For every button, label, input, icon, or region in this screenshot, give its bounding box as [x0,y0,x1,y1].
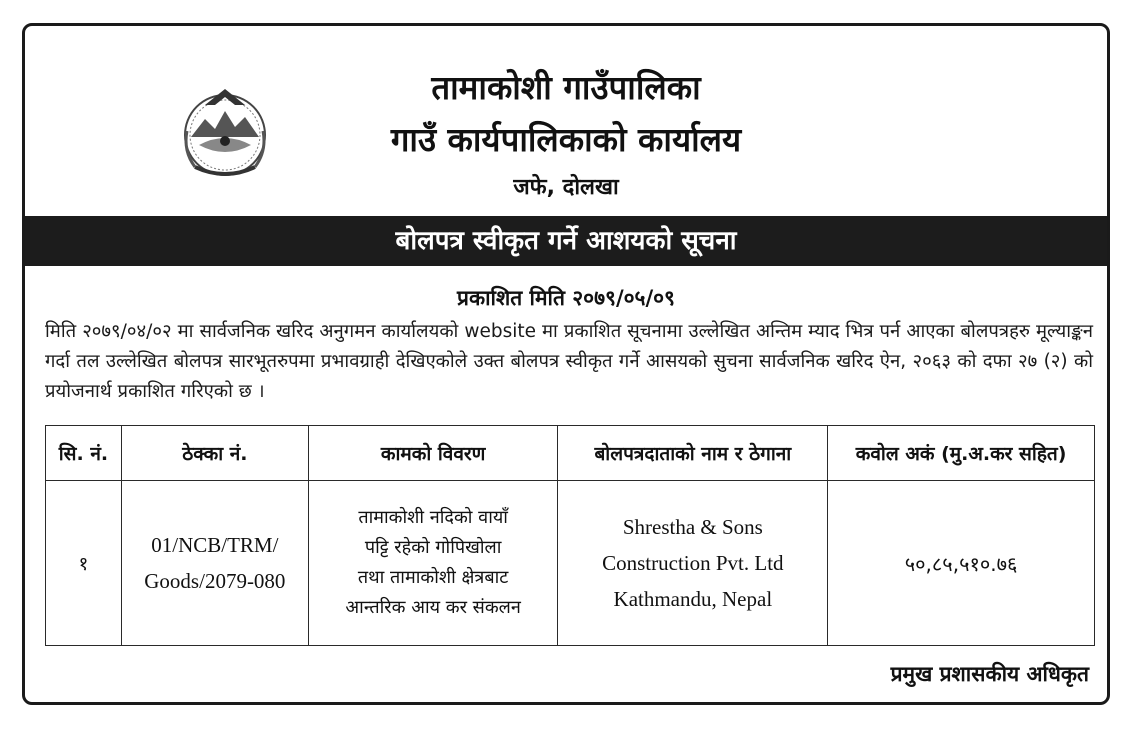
office-location: जफे, दोलखा [513,175,619,200]
notice-title-banner: बोलपत्र स्वीकृत गर्ने आशयको सूचना [25,216,1107,266]
col-header-description: कामको विवरण [308,426,558,481]
bid-table [45,425,1095,646]
cell-contract [121,481,308,646]
notice-body: मिति २०७९/०४/०२ मा सार्वजनिक खरिद अनुगमन कार्यालयको website मा प्रकाशित सूचनामा उल्लेखित अन्तिम म्याद भित्र पर्न आएका बोलपत्रहरु मूल्याङ्कन गर्दा तल उल्लेखित बोलपत्र सारभूतरुपमा प्रभावग्राही देखिएकोले उक्त बोलपत्र स्वीकृत गर्ने आसयको सुचना सार्वजनिक खरिद ऐन, २०६३ को दफा २७ (२) को प्रयोजनार्थ प्रकाशित गरिएको छ । [45,321,1094,402]
table-header-row [46,426,1095,481]
description-line: तामाकोशी नदिको वायाँ [358,507,508,528]
signatory-title: प्रमुख प्रशासकीय अधिकृत [890,662,1089,686]
cell-description [308,481,558,646]
col-header-bidder: बोलपत्रदाताको नाम र ठेगाना [558,426,828,481]
bidder-line: Construction Pvt. Ltd [602,551,784,575]
notice-frame [22,23,1110,705]
cell-amount: ५०,८५,५१०.७६ [828,481,1095,646]
description-line: तथा तामाकोशी क्षेत्रबाट [357,567,509,588]
description-line: आन्तरिक आय कर संकलन [345,597,521,618]
col-header-sn: सि. नं. [46,426,122,481]
col-header-amount: कवोल अकं (मु.अ.कर सहित) [828,426,1095,481]
col-header-contract: ठेक्का नं. [121,426,308,481]
table-row [46,481,1095,646]
published-date: प्रकाशित मिति २०७९/०५/०९ [457,286,675,310]
description-line: पट्टि रहेको गोपिखोला [364,537,502,558]
contract-line: 01/NCB/TRM/ [151,533,279,557]
office-name: गाउँ कार्यपालिकाको कार्यालय [390,120,742,159]
bidder-line: Shrestha & Sons [622,515,763,539]
contract-line: Goods/2079-080 [144,569,286,593]
municipality-name: तामाकोशी गाउँपालिका [431,68,701,107]
cell-bidder [558,481,828,646]
cell-sn: १ [46,481,122,646]
bidder-line: Kathmandu, Nepal [613,587,773,611]
